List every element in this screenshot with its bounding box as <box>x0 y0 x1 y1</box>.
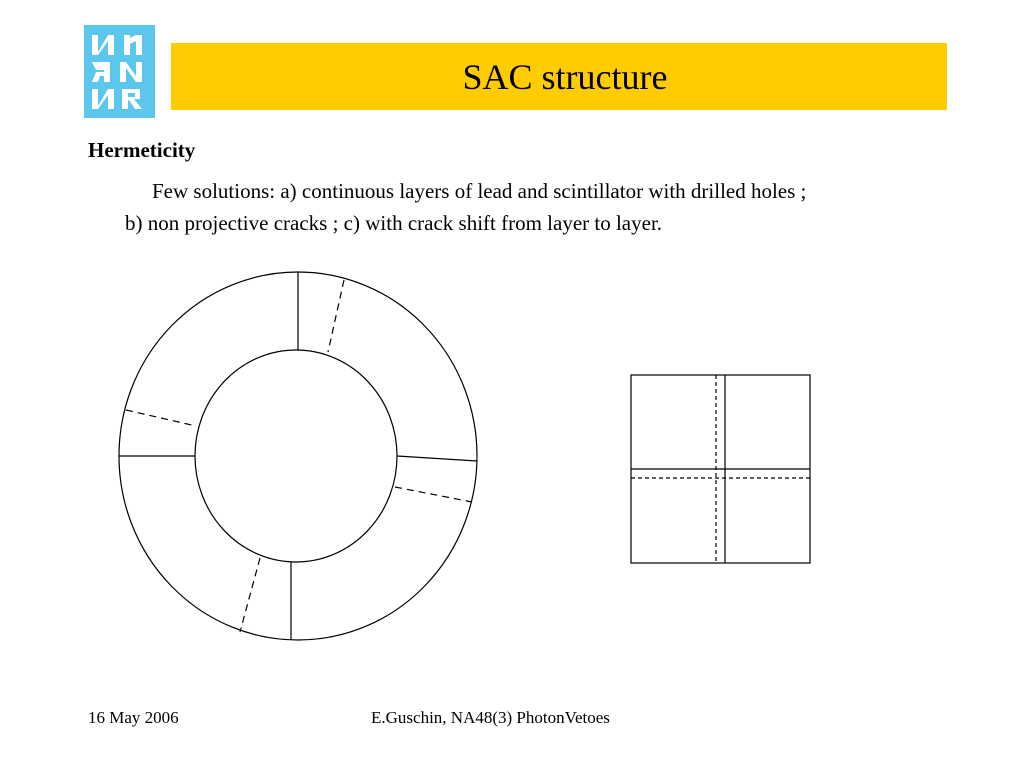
footer-author: E.Guschin, NA48(3) PhotonVetoes <box>371 708 610 727</box>
ring-inner-circle <box>195 350 397 562</box>
paragraph-line-1: Few solutions: a) continuous layers of lead and scintillator with drilled holes ; <box>152 179 807 203</box>
ring-crack-dashed-bottom <box>240 558 260 632</box>
ring-crack-dashed-left <box>126 410 196 426</box>
square-diagram <box>631 375 810 563</box>
ring-crack-dashed-right <box>395 487 472 502</box>
footer-date: 16 May 2006 <box>88 708 179 727</box>
page-title: SAC structure <box>462 56 668 97</box>
paragraph-line-2: b) non projective cracks ; c) with crack shift from layer to layer. <box>125 211 663 235</box>
ring-crack-solid-right <box>397 456 477 461</box>
ring-crack-dashed-top <box>328 280 344 352</box>
ring-diagram <box>119 272 477 640</box>
section-heading: Hermeticity <box>88 138 196 162</box>
